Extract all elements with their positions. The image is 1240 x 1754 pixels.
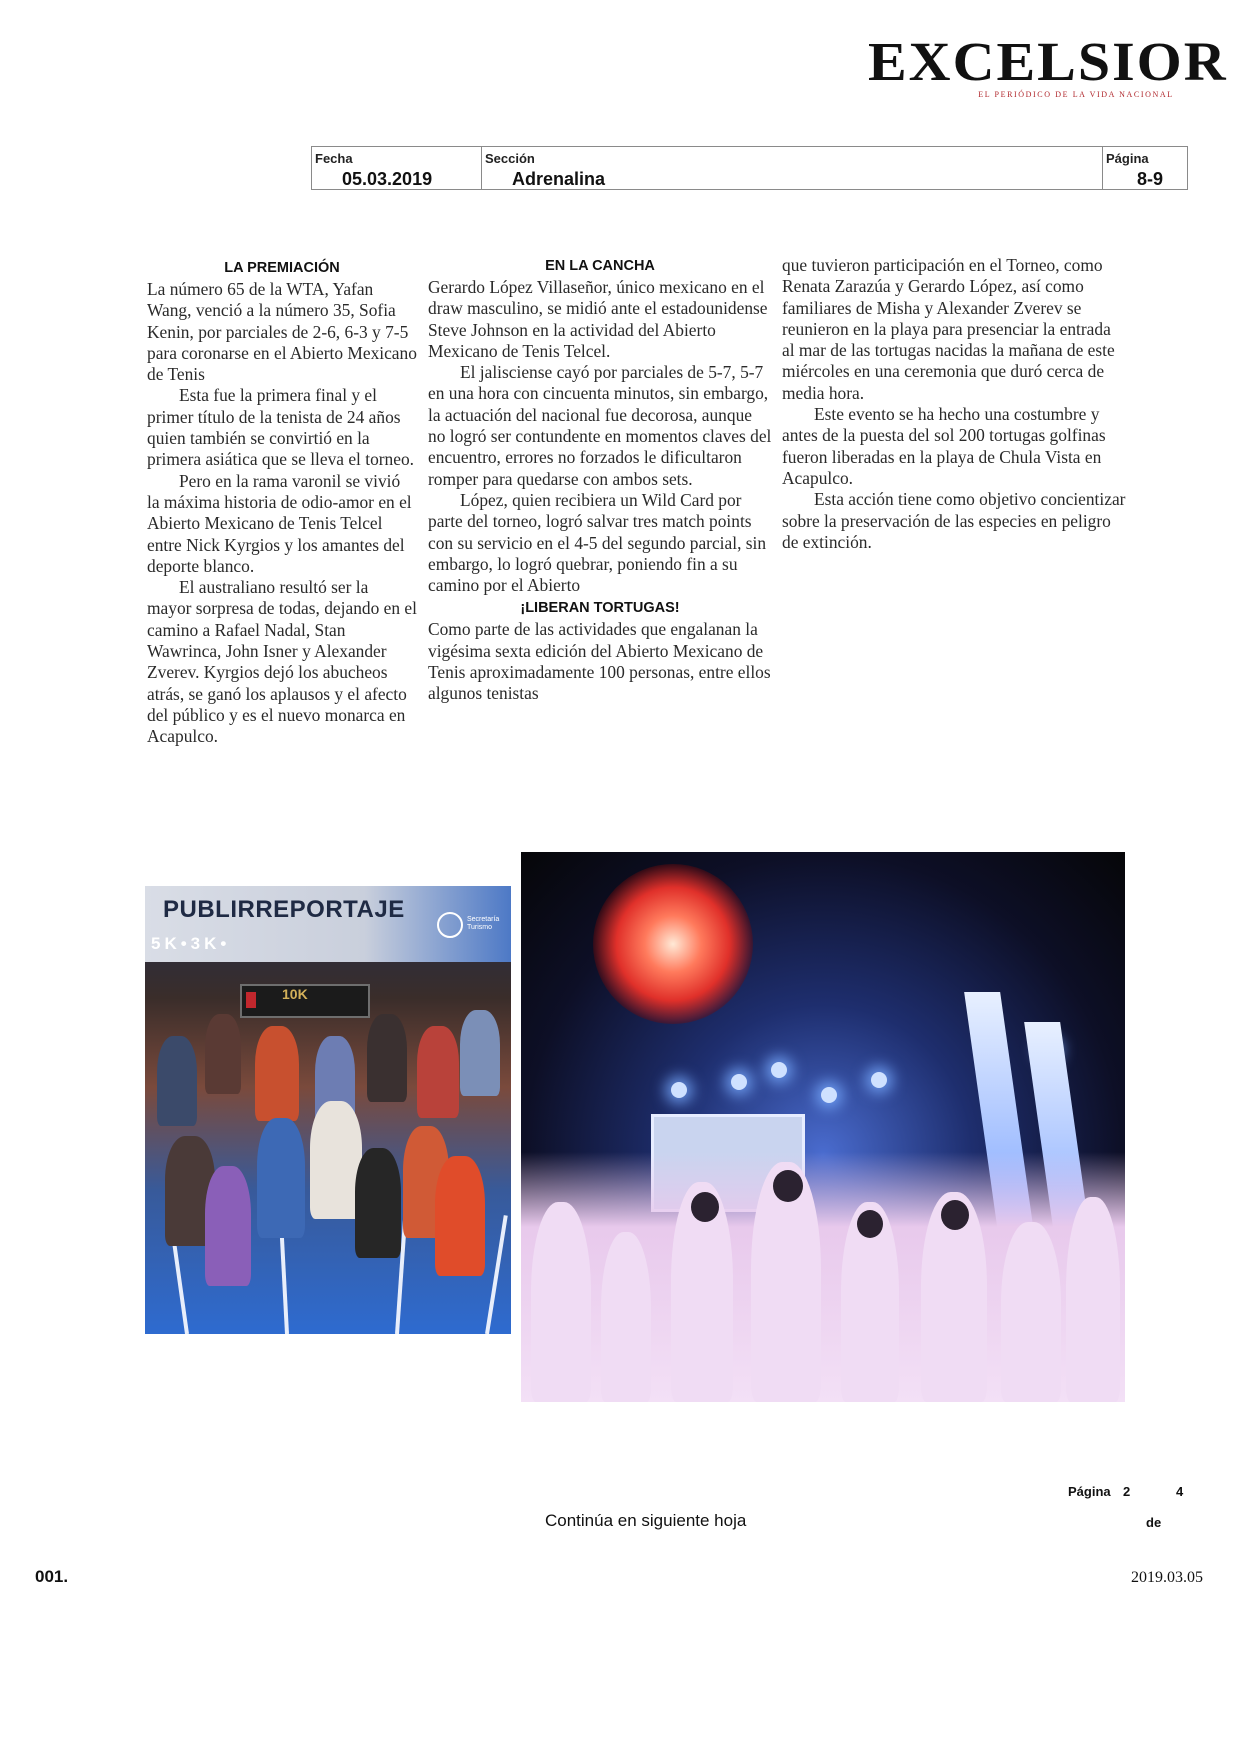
runner (255, 1026, 299, 1121)
masthead-tagline: EL PERIÓDICO DE LA VIDA NACIONAL (978, 90, 1174, 99)
sponsor-label: Secretaría Turismo (467, 916, 500, 931)
meta-page-label: Página (1106, 151, 1149, 166)
publirreportaje-title: PUBLIRREPORTAJE (163, 896, 405, 923)
subhead-liberan-tortugas: ¡LIBERAN TORTUGAS! (520, 600, 680, 617)
stage-light (821, 1087, 837, 1103)
stage-light (731, 1074, 747, 1090)
race-distances: 5K•3K• (151, 934, 231, 953)
runner (435, 1156, 485, 1276)
paragraph: que tuvieron participación en el Torneo, como Renata Zarazúa y Gerardo López, así como familiares de Misha y Alexander Zverev se reunieron en la playa para presenciar la entrada al mar de las tortugas nacidas la mañana de este miércoles en una ceremonia que duró cerca de media hora. (782, 255, 1115, 403)
track-lane-line (485, 1215, 508, 1334)
paragraph: Esta fue la primera final y el primer título de la tenista de 24 años quien también se convirtió en la primera asiática que se lleva el torneo. (147, 385, 415, 470)
continued-note: Continúa en siguiente hoja (545, 1511, 747, 1530)
paragraph: El jalisciense cayó por parciales de 5-7, 5-7 en una hora con cincuenta minutos, sin embargo, la actuación del nacional fue decorosa, aunque no logró ser contundente en momentos claves del encuentro, errores no forzados le dificultaron romper para quedarse con ambos sets. (428, 362, 772, 489)
article-column-2 (428, 256, 772, 705)
meta-page-value: 8-9 (1137, 169, 1164, 189)
masthead-logo (868, 30, 1228, 99)
meta-date-value: 05.03.2019 (342, 169, 433, 189)
spectator (601, 1232, 651, 1402)
runner (205, 1014, 241, 1094)
paragraph: Como parte de las actividades que engalanan la vigésima sexta edición del Abierto Mexicano de Tenis aproximadamente 100 personas, entre ellos algunos tenistas (428, 619, 771, 704)
paragraph: López, quien recibiera un Wild Card por parte del torneo, logró salvar tres match points con su servicio en el 4-5 del segundo parcial, sin embargo, lo logró quebrar, poniendo fin a su camino por el Abierto (428, 489, 767, 596)
article-column-1 (147, 258, 417, 748)
photo-night-event (521, 852, 1125, 1402)
runner (367, 1014, 407, 1102)
clipping-meta-box (311, 146, 1188, 190)
firework-burst (593, 864, 753, 1024)
paragraph: El australiano resultó ser la mayor sorpresa de todas, dejando en el camino a Rafael Nadal, Stan Wawrinca, John Isner y Alexander Zverev. Kyrgios dejó los abucheos atrás, se ganó los aplausos y el afecto del público y es el nuevo monarca en Acapulco. (147, 577, 417, 747)
distance-marker-text: 10K (282, 986, 308, 1002)
meta-section-value: Adrenalina (512, 169, 606, 189)
footer-page-number: 2 (1123, 1484, 1131, 1499)
spectator-head (941, 1200, 969, 1230)
clipping-code: 001. (35, 1567, 69, 1586)
paragraph: Esta acción tiene como objetivo concientizar sobre la preservación de las especies en peligro de extinción. (782, 489, 1126, 552)
footer-page-total: 4 (1176, 1484, 1184, 1499)
meta-page-cell (1103, 147, 1187, 189)
spectator-head (857, 1210, 883, 1238)
spectator (531, 1202, 591, 1402)
paragraph: Gerardo López Villaseñor, único mexicano en el draw masculino, se midió ante el estadounidense Steve Johnson en la actividad del Abierto Mexicano de Tenis Telcel. (428, 277, 768, 361)
photo-marathon-runners (145, 886, 511, 1334)
stage-light (871, 1072, 887, 1088)
runner (257, 1118, 305, 1238)
subhead-la-premiacion: LA PREMIACIÓN (224, 260, 340, 276)
runner (417, 1026, 459, 1118)
stage-light (771, 1062, 787, 1078)
meta-section-cell (482, 147, 1103, 189)
meta-section-label: Sección (485, 151, 535, 166)
article-column-3 (782, 255, 1127, 553)
runner (205, 1166, 251, 1286)
meta-date-label: Fecha (315, 151, 353, 166)
footer-page-label: Página (1068, 1484, 1111, 1499)
paragraph: Pero en la rama varonil se vivió la máxima historia de odio-amor en el Abierto Mexicano de Tenis Telcel entre Nick Kyrgios y los amantes del deporte blanco. (147, 470, 412, 576)
stage-light (671, 1082, 687, 1098)
footer-de-label: de (1146, 1515, 1162, 1530)
masthead-name: EXCELSIOR (868, 30, 1228, 93)
paragraph: Este evento se ha hecho una costumbre y antes de la puesta del sol 200 tortugas golfinas fueron liberadas en la playa de Chula Vista en Acapulco. (782, 404, 1106, 488)
paragraph: La número 65 de la WTA, Yafan Wang, venció a la número 35, Sofia Kenin, por parciales de 2-6, 6-3 y 7-5 para coronarse en el Abierto Mexicano de Tenis (147, 279, 417, 385)
meta-date-cell (312, 147, 482, 189)
runner (157, 1036, 197, 1126)
runner (355, 1148, 401, 1258)
spectator-head (691, 1192, 719, 1222)
runner (460, 1010, 500, 1096)
spectator (1001, 1222, 1061, 1402)
spectator-head (773, 1170, 803, 1202)
subhead-en-la-cancha: EN LA CANCHA (545, 258, 655, 274)
footer-date: 2019.03.05 (1131, 1569, 1203, 1586)
government-seal-icon (437, 912, 463, 938)
spectator (1066, 1197, 1120, 1402)
